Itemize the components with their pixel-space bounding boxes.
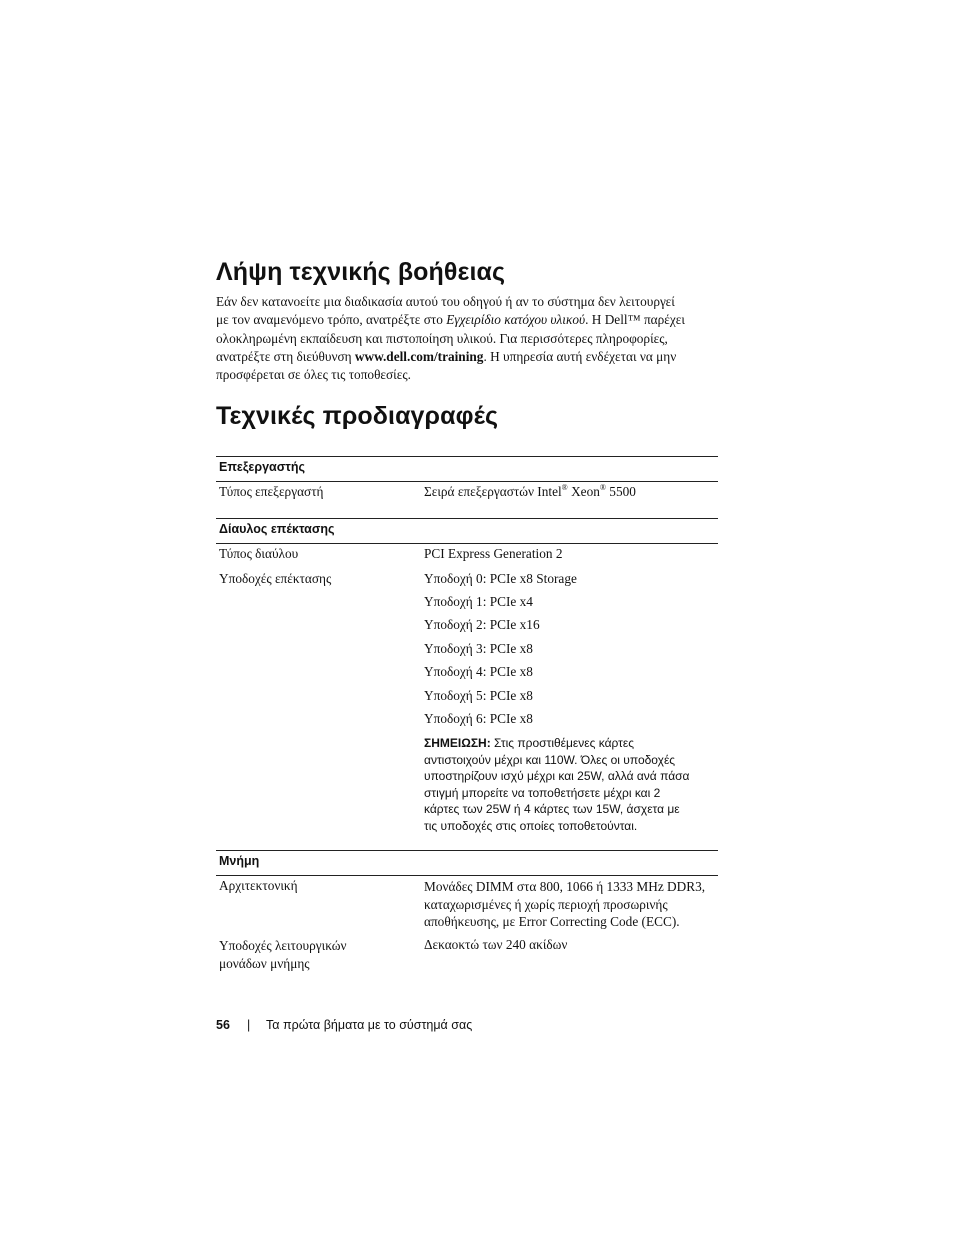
spec-section-memory	[216, 850, 718, 976]
spec-value	[424, 484, 636, 500]
value-text: 5500	[605, 484, 636, 499]
note-line: στιγμή μπορείτε να τοποθετήσετε μέχρι και 2	[424, 785, 661, 800]
section-title: Μνήμη	[219, 854, 260, 868]
page-number: 56	[216, 1018, 230, 1032]
heading-technical-assistance: Λήψη τεχνικής βοήθειας	[216, 258, 506, 286]
slot-value: Υποδοχή 4: PCIe x8	[424, 664, 533, 679]
spec-label: Τύπος διαύλου	[219, 546, 299, 561]
value-line: Μονάδες DIMM στα 800, 1066 ή 1333 MHz DDR3,	[424, 879, 706, 894]
note-line: αντιστοιχούν μέχρι και 110W. Όλες οι υποδοχές	[424, 752, 676, 767]
label-line: μονάδων μνήμης	[219, 955, 310, 971]
registered-mark: ®	[599, 483, 606, 492]
footer-separator: |	[247, 1018, 251, 1032]
slot-value: Υποδοχή 6: PCIe x8	[424, 711, 533, 726]
note-line: τις υποδοχές στις οποίες τοποθετούνται.	[424, 818, 638, 833]
section-body	[216, 543, 718, 850]
section-body	[216, 875, 718, 976]
note-line: υποστηρίζουν ισχύ μέχρι και 25W, αλλά ανά πάσα	[424, 769, 690, 783]
section-header	[216, 850, 718, 875]
value-line: καταχωρισμένες ή χωρίς περιοχή προσωρινής	[424, 896, 668, 912]
help-text: . Η υπηρεσία αυτή ενδέχεται να μην	[483, 348, 677, 364]
spec-value: PCI Express Generation 2	[424, 546, 563, 561]
spec-label	[219, 937, 347, 972]
slot-value: Υποδοχή 3: PCIe x8	[424, 641, 533, 656]
spec-value: Δεκαοκτώ των 240 ακίδων	[424, 937, 568, 952]
spec-section-processor	[216, 456, 718, 519]
training-url[interactable]: www.dell.com/training	[354, 348, 484, 364]
manual-reference: Εγχειρίδιο κατόχου υλικού	[446, 312, 586, 328]
value-text: Σειρά επεξεργαστών Intel	[424, 484, 562, 499]
label-line: Υποδοχές λειτουργικών	[219, 938, 347, 953]
value-text: Xeon	[567, 484, 600, 499]
section-header	[216, 456, 718, 481]
note-label: ΣΗΜΕΙΩΣΗ:	[424, 736, 491, 750]
registered-mark: ®	[561, 483, 568, 492]
help-text: ανατρέξτε στη διεύθυνση	[216, 348, 355, 364]
spec-value	[424, 878, 705, 931]
section-header	[216, 518, 718, 543]
section-title: Δίαυλος επέκτασης	[219, 522, 335, 536]
help-line-1: Εάν δεν κατανοείτε μια διαδικασία αυτού του οδηγού ή αν το σύστημα δεν λειτουργεί	[216, 294, 675, 309]
spec-section-expansion-bus	[216, 518, 718, 850]
note-line: κάρτες των 25W ή 4 κάρτες των 15W, άσχετα με	[424, 802, 680, 816]
note-text: Στις προστιθέμενες κάρτες	[490, 736, 635, 750]
value-line: αποθήκευσης, με Error Correcting Code (ECC).	[424, 914, 680, 929]
help-text: με τον αναμενόμενο τρόπο, ανατρέξτε στο	[216, 312, 447, 328]
note-line	[424, 735, 719, 752]
power-note	[424, 735, 719, 834]
help-paragraph	[216, 293, 716, 384]
help-line-5: προσφέρεται σε όλες τις τοποθεσίες.	[216, 367, 411, 383]
spec-label: Τύπος επεξεργαστή	[219, 484, 324, 499]
slot-value: Υποδοχή 0: PCIe x8 Storage	[424, 571, 577, 586]
slot-value: Υποδοχή 5: PCIe x8	[424, 688, 533, 703]
section-body	[216, 481, 718, 519]
help-line-2	[216, 311, 716, 329]
heading-technical-specifications: Τεχνικές προδιαγραφές	[216, 402, 499, 430]
spec-label: Αρχιτεκτονική	[219, 878, 298, 893]
section-title: Επεξεργαστής	[219, 460, 305, 474]
slot-value: Υποδοχή 2: PCIe x16	[424, 617, 540, 632]
help-line-4	[216, 348, 716, 366]
help-text: . Η Dell™ παρέχει	[585, 312, 685, 328]
spec-label: Υποδοχές επέκτασης	[219, 571, 332, 586]
footer-title: Τα πρώτα βήματα με το σύστημά σας	[266, 1018, 473, 1032]
help-line-3: ολοκληρωμένη εκπαίδευση και πιστοποίηση υλικού. Για περισσότερες πληροφορίες,	[216, 330, 668, 346]
slot-value: Υποδοχή 1: PCIe x4	[424, 594, 533, 609]
